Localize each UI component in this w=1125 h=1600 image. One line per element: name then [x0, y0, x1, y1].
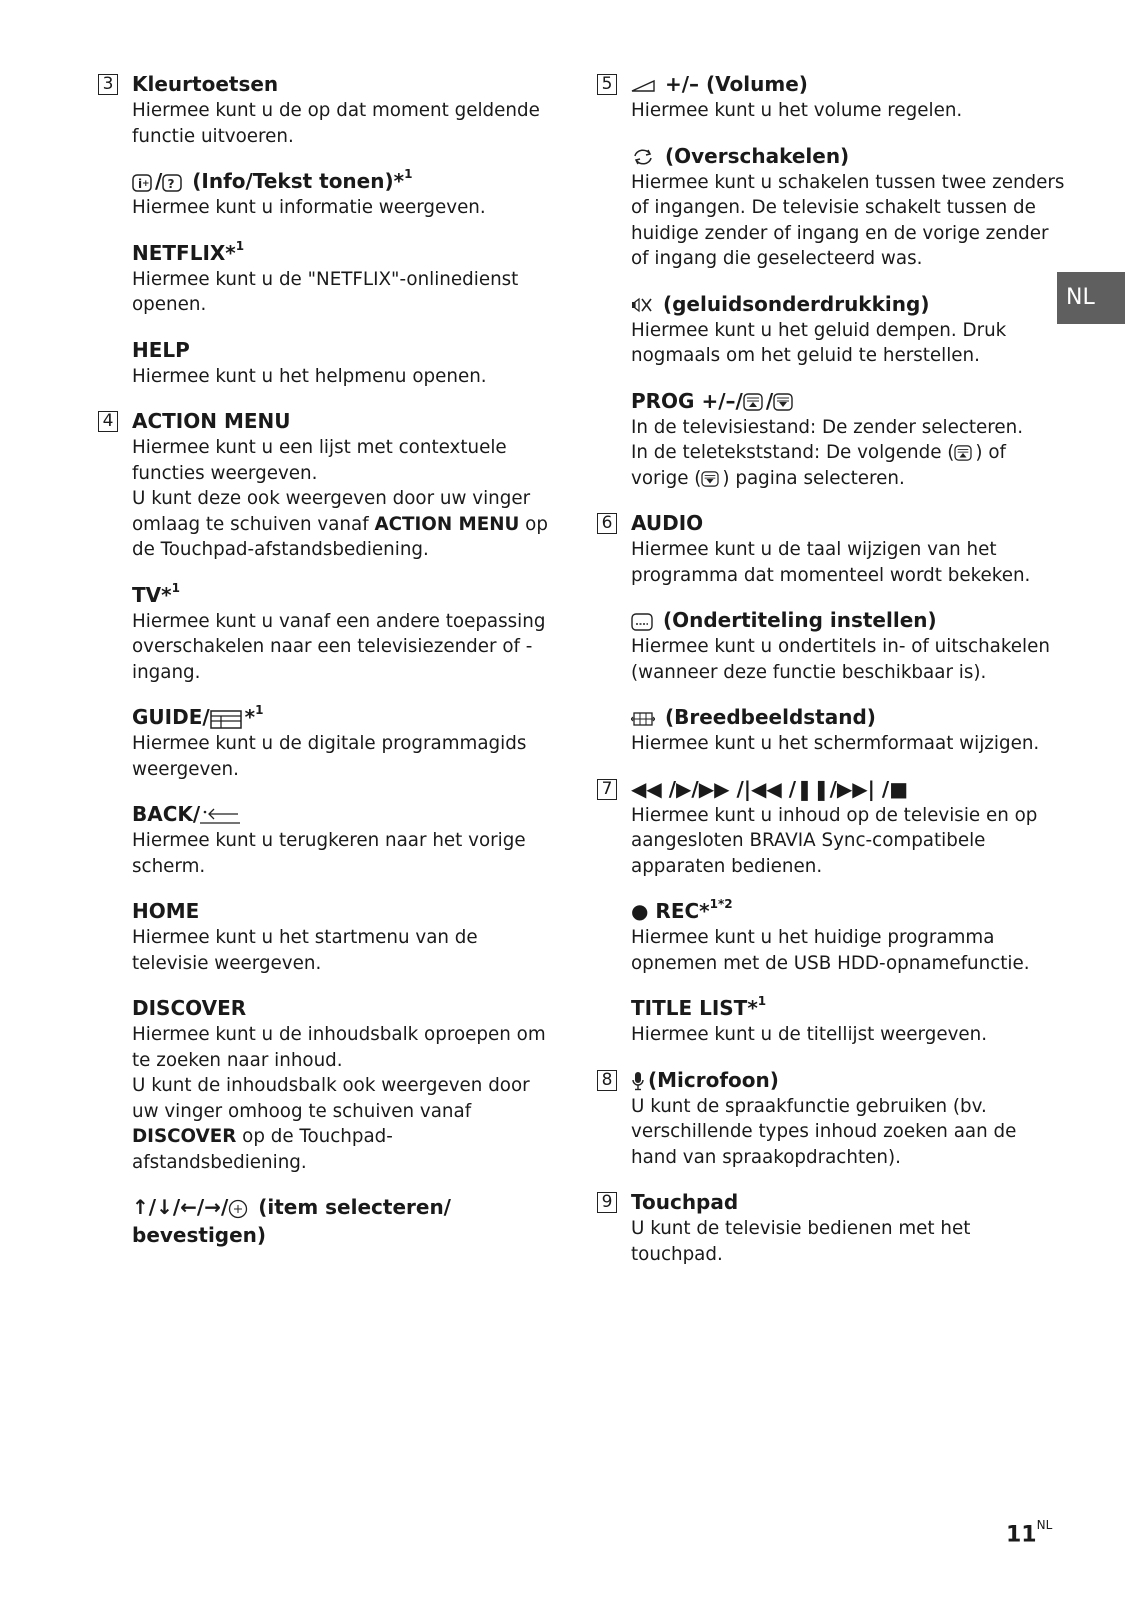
entry-kleurtoetsen [132, 70, 550, 149]
entry-text: Hiermee kunt u de op dat moment geldende functie uitvoeren. [132, 100, 540, 147]
entry-text: Hiermee kunt u schakelen tussen twee zenders of ingangen. De televisie schakelt tussen de huidige zender of ingang en de vorige zender of ingang die geselecteerd was. [631, 171, 1065, 269]
entry-text: Hiermee kunt u het geluid dempen. Druk nogmaals om het geluid te herstellen. [631, 319, 1007, 366]
entry-action-menu [132, 407, 550, 563]
svg-text:+: + [142, 178, 150, 189]
entry-text: U kunt de spraakfunctie gebruiken (bv. verschillende types inhoud zoeken aan de hand van spraakopdrachten). [631, 1095, 1017, 1168]
entry-title: ● REC*$^{1*2}$ [631, 897, 733, 923]
entry-text: Hiermee kunt u terugkeren naar het vorige scherm. [132, 830, 526, 877]
entry-info [132, 167, 550, 221]
section-number: 7 [597, 779, 617, 800]
entry-netflix [132, 239, 550, 318]
entry-text: Hiermee kunt u het schermformaat wijzigen. [631, 733, 1040, 754]
entry-touchpad [631, 1188, 1067, 1267]
section-6 [597, 509, 1067, 757]
subtitle-icon [631, 613, 653, 631]
entry-text: In de teletekststand: De volgende ( ) of vorige ( ) pagina selecteren. [631, 442, 1006, 489]
page-number: $11^{NL}$ [1006, 1518, 1053, 1548]
entry-title: TV*$^1$ [132, 580, 180, 607]
entry-title: Kleurtoetsen [132, 72, 279, 96]
entry-title: DISCOVER [132, 996, 247, 1020]
entry-text: In de televisiestand: De zender selecteren. [631, 416, 1024, 438]
entry-title: (Overschakelen) [631, 142, 1067, 170]
svg-text:i: i [138, 176, 143, 191]
entry-text: U kunt de televisie bedienen met het touchpad. [631, 1218, 971, 1265]
entry-text: Hiermee kunt u vanaf een andere toepassing overschakelen naar een televisiezender of -ingang. [132, 610, 546, 683]
entry-title: TITLE LIST*$^1$ [631, 994, 767, 1020]
entry-prog [631, 387, 1067, 492]
entry-text: Hiermee kunt u een lijst met contextuele functies weergeven. [132, 437, 507, 484]
right-column [597, 70, 1067, 1285]
entry-text: Hiermee kunt u het helpmenu openen. [132, 365, 487, 387]
entry-text: Hiermee kunt u het volume regelen. [631, 100, 963, 121]
entry-help [132, 336, 550, 390]
language-tab: NL [1057, 272, 1125, 324]
entry-playback [631, 775, 1067, 880]
section-number: 3 [98, 74, 118, 95]
entry-text: Hiermee kunt u het huidige programma opnemen met de USB HDD-opnamefunctie. [631, 927, 1030, 974]
entry-text: U kunt deze ook weergeven door uw vinger omlaag te schuiven vanaf ACTION MENU op de Touchpad-afstandsbediening. [132, 488, 548, 560]
svg-text:?: ? [167, 176, 175, 191]
back-icon [200, 807, 240, 825]
entry-back [132, 800, 550, 879]
entry-title: HOME [132, 899, 200, 923]
section-number: 8 [597, 1070, 617, 1091]
entry-title [631, 775, 1067, 803]
entry-title: +/– (Volume) [631, 70, 1067, 98]
entry-rec [631, 897, 1067, 976]
entry-title: HELP [132, 337, 190, 362]
section-5 [597, 70, 1067, 491]
entry-navigation [132, 1193, 550, 1249]
entry-overschakelen [631, 142, 1067, 272]
entry-text: Hiermee kunt u inhoud op de televisie en op aangesloten BRAVIA Sync-compatibele apparaten bedienen. [631, 804, 1038, 877]
entry-title: NETFLIX*$^1$ [132, 238, 245, 265]
entry-title: Touchpad [631, 1190, 739, 1214]
entry-guide [132, 703, 550, 782]
entry-title: ↑/↓/←/→/ (item selecteren/ bevestigen) [132, 1195, 451, 1247]
page-down-icon [701, 471, 719, 487]
entry-text: Hiermee kunt u ondertitels in- of uitschakelen (wanneer deze functie beschikbaar is). [631, 636, 1050, 683]
entry-mute [631, 290, 1067, 369]
entry-title: AUDIO [631, 511, 704, 535]
section-7 [597, 775, 1067, 1048]
entry-title-list [631, 994, 1067, 1048]
page-down-icon [773, 393, 793, 411]
text-help-icon [162, 174, 182, 192]
entry-title: (Ondertiteling instellen) [631, 606, 1067, 634]
guide-icon [210, 709, 242, 729]
record-icon: ● [631, 899, 649, 923]
entry-subtitle [631, 606, 1067, 685]
section-number: 4 [98, 411, 118, 432]
section-number: 5 [597, 74, 617, 95]
entry-text: Hiermee kunt u de "NETFLIX"-onlinedienst openen. [132, 268, 519, 315]
entry-volume [631, 70, 1067, 124]
entry-discover [132, 994, 550, 1175]
entry-home [132, 897, 550, 976]
entry-title: GUIDE/ *$^1$ [132, 703, 264, 729]
entry-text: Hiermee kunt u de digitale programmagids weergeven. [132, 733, 527, 780]
entry-title: PROG +/–/ / [631, 387, 1067, 415]
entry-text: U kunt de inhoudsbalk ook weergeven door uw vinger omhoog te schuiven vanaf DISCOVER op de Touchpad-afstandsbediening. [132, 1075, 530, 1173]
section-9 [597, 1188, 1067, 1267]
microphone-icon [631, 1071, 645, 1091]
left-column [98, 70, 550, 1267]
entry-tv [132, 581, 550, 686]
entry-text: Hiermee kunt u informatie weergeven. [132, 197, 486, 218]
entry-wide [631, 703, 1067, 757]
entry-title: ACTION MENU [132, 409, 291, 433]
entry-audio [631, 509, 1067, 588]
entry-text: Hiermee kunt u het startmenu van de televisie weergeven. [132, 927, 478, 974]
entry-title: (Microfoon) [631, 1066, 1067, 1094]
section-8 [597, 1066, 1067, 1171]
entry-title: i + / ? (Info/Tekst tonen)*$^1$ [132, 167, 550, 195]
playback-icons: ◀◀ /▶/▶▶ /|◀◀ /❚❚/▶▶| /■ [631, 776, 909, 801]
page-up-icon [743, 393, 763, 411]
entry-text: Hiermee kunt u de inhoudsbalk oproepen om te zoeken naar inhoud. [132, 1024, 546, 1071]
entry-text: Hiermee kunt u de taal wijzigen van het programma dat momenteel wordt bekeken. [631, 539, 1031, 586]
entry-title: (geluidsonderdrukking) [631, 290, 1067, 318]
entry-text: Hiermee kunt u de titellijst weergeven. [631, 1024, 988, 1045]
entry-title: (Breedbeeldstand) [631, 703, 1067, 731]
page-up-icon [954, 445, 972, 461]
volume-icon [631, 79, 655, 93]
section-number: 6 [597, 513, 617, 534]
arrow-keys-icon: ↑/↓/←/→/ [132, 1195, 229, 1219]
wide-mode-icon [631, 710, 655, 728]
entry-title: BACK/ [132, 800, 550, 828]
info-icon [132, 174, 152, 192]
enter-icon [228, 1199, 248, 1219]
jump-icon [631, 147, 655, 167]
mute-icon [631, 296, 653, 314]
entry-microfoon [631, 1066, 1067, 1171]
section-3 [98, 70, 550, 389]
section-4 [98, 407, 550, 1249]
section-number: 9 [597, 1192, 617, 1213]
